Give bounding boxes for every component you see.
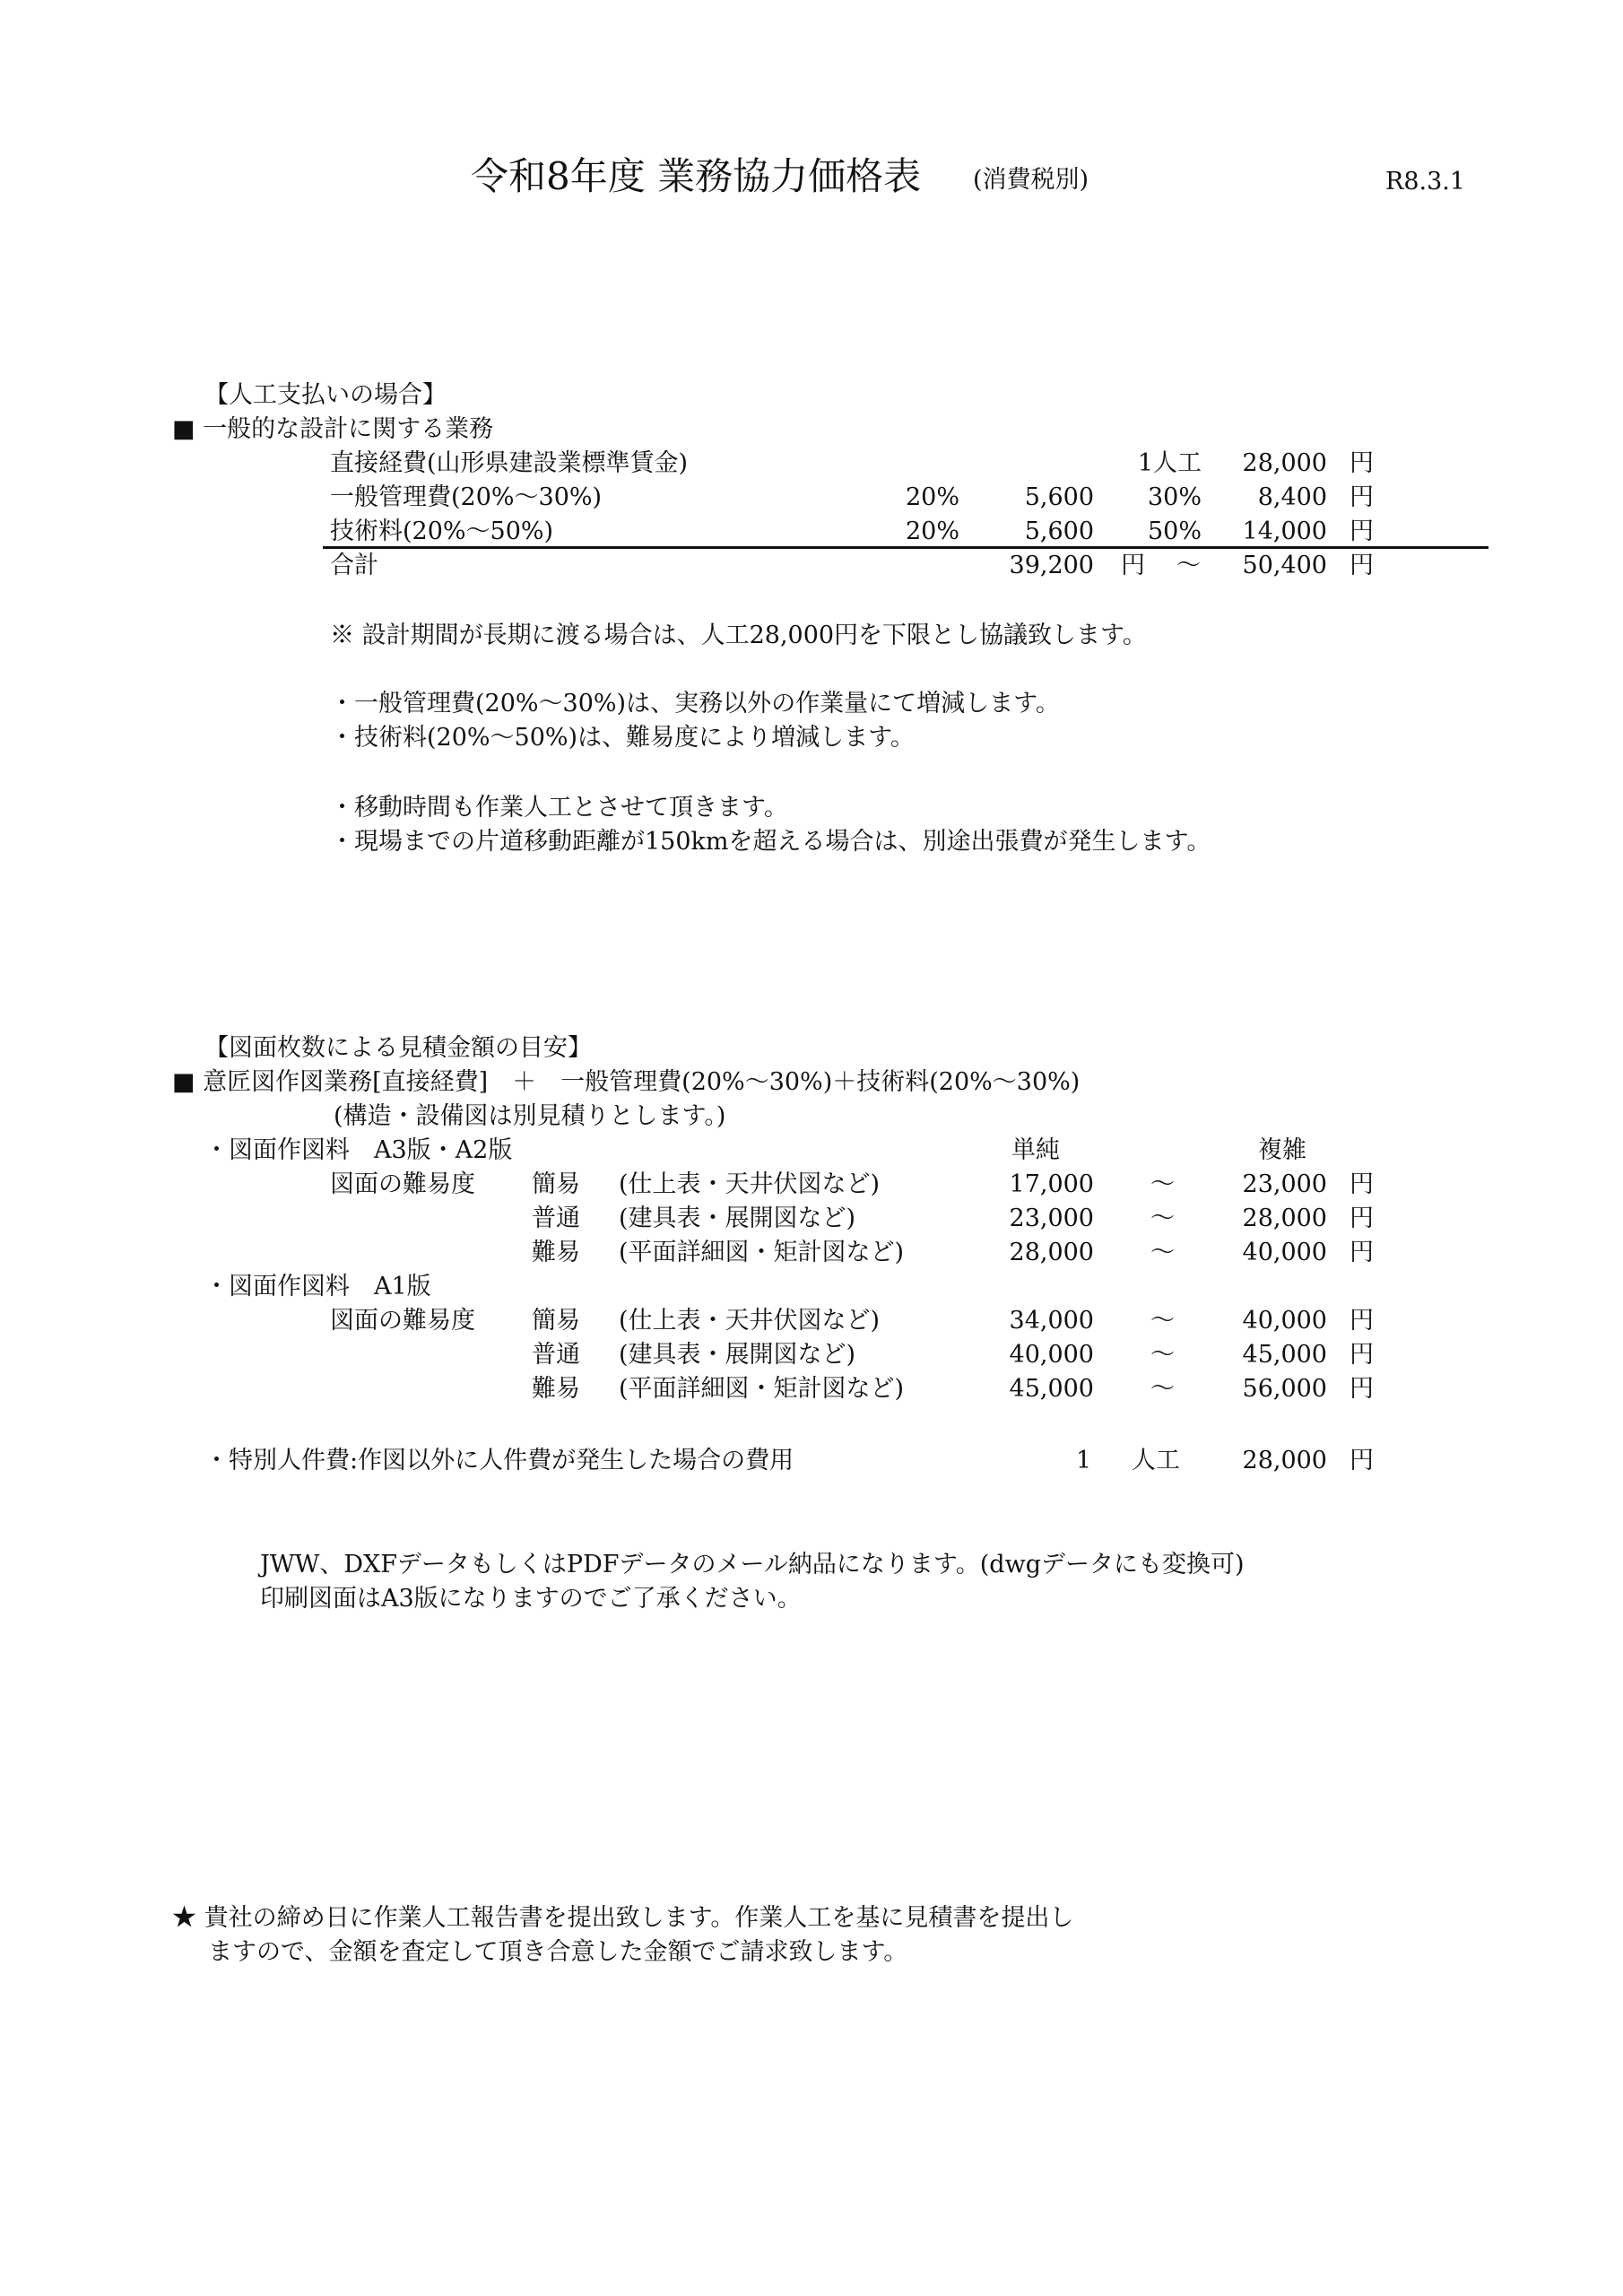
yen-unit: 円 [1350, 449, 1374, 477]
section-heading-drawing-estimate: 【図面枚数による見積金額の目安】 [204, 1034, 592, 1062]
low-pct: 20% [906, 483, 960, 511]
group-title: ・図面作図料 A1版 [204, 1273, 431, 1300]
level: 普通 [532, 1205, 580, 1232]
high-amount: 28,000 [1242, 449, 1327, 477]
total-divider [323, 546, 1488, 549]
category-general-design: ■ 一般的な設計に関する業務 [172, 415, 494, 443]
page-title: 令和8年度 業務協力価格表 [471, 154, 922, 198]
row-label: 技術料(20%〜50%) [330, 517, 554, 545]
level: 難易 [532, 1239, 580, 1266]
delivery-note-print: 印刷図面はA3版になりますのでご了承ください。 [260, 1585, 802, 1613]
row-label: 一般管理費(20%〜30%) [330, 483, 603, 511]
column-simple: 単純 [1011, 1136, 1060, 1164]
yen-unit: 円 [1350, 1375, 1374, 1403]
price-high: 45,000 [1242, 1341, 1327, 1369]
total-low: 39,200 [1009, 552, 1094, 579]
yen-unit: 円 [1350, 517, 1374, 545]
price-low: 45,000 [1009, 1375, 1094, 1403]
level: 簡易 [532, 1307, 580, 1335]
high-pct: 1人工 [1137, 449, 1202, 477]
total-label: 合計 [330, 552, 378, 579]
examples: (仕上表・天井伏図など) [619, 1170, 881, 1198]
yen-unit: 円 [1350, 1447, 1374, 1474]
note-admin-fee: ・一般管理費(20%〜30%)は、実務以外の作業量にて増減します。 [330, 690, 1060, 718]
low-pct: 20% [906, 517, 960, 545]
price-high: 23,000 [1242, 1170, 1327, 1198]
delivery-note-format: JWW、DXFデータもしくはPDFデータのメール納品になります。(dwgデータにも変換可) [260, 1551, 1245, 1578]
examples: (仕上表・天井伏図など) [619, 1307, 881, 1335]
note-tech-fee: ・技術料(20%〜50%)は、難易度により増減します。 [330, 724, 915, 752]
billing-note-line1: ★ 貴社の締め日に作業人工報告書を提出致します。作業人工を基に見積書を提出し [172, 1904, 1074, 1932]
total-high: 50,400 [1242, 552, 1327, 579]
special-qty-unit: 人工 [1132, 1447, 1180, 1474]
price-low: 28,000 [1009, 1239, 1094, 1266]
yen-unit: 円 [1350, 483, 1374, 511]
yen-unit: 円 [1350, 1205, 1374, 1232]
yen-unit: 円 [1350, 1170, 1374, 1198]
low-amount: 5,600 [1024, 483, 1094, 511]
document-date: R8.3.1 [1385, 168, 1466, 196]
tilde: 〜 [1150, 1341, 1175, 1369]
level: 簡易 [532, 1170, 580, 1198]
note-travel-distance: ・現場までの片道移動距離が150kmを超える場合は、別途出張費が発生します。 [330, 828, 1211, 856]
difficulty-label: 図面の難易度 [330, 1307, 475, 1335]
row-label: 直接経費(山形県建設業標準賃金) [330, 449, 689, 477]
price-high: 56,000 [1242, 1375, 1327, 1403]
high-pct: 30% [1147, 483, 1202, 511]
price-high: 40,000 [1242, 1239, 1327, 1266]
examples: (平面詳細図・矩計図など) [619, 1375, 905, 1403]
yen-unit: 円 [1350, 1341, 1374, 1369]
yen-unit: 円 [1350, 552, 1374, 579]
tilde: 〜 [1176, 552, 1201, 579]
structure-equipment-note: (構造・設備図は別見積りとします。) [334, 1102, 726, 1130]
section-heading-labor: 【人工支払いの場合】 [204, 381, 447, 409]
yen-unit: 円 [1350, 1239, 1374, 1266]
high-amount: 8,400 [1257, 483, 1327, 511]
price-high: 28,000 [1242, 1205, 1327, 1232]
price-low: 17,000 [1009, 1170, 1094, 1198]
special-amount: 28,000 [1242, 1447, 1327, 1474]
low-amount: 5,600 [1024, 517, 1094, 545]
price-low: 34,000 [1009, 1307, 1094, 1335]
level: 普通 [532, 1341, 580, 1369]
group-title: ・図面作図料 A3版・A2版 [204, 1136, 513, 1164]
tilde: 〜 [1150, 1170, 1175, 1198]
difficulty-label: 図面の難易度 [330, 1170, 475, 1198]
tilde: 〜 [1150, 1205, 1175, 1232]
note-travel-time: ・移動時間も作業人工とさせて頂きます。 [330, 794, 788, 822]
category-design-drawing: ■ 意匠図作図業務[直接経費] ＋ 一般管理費(20%〜30%)＋技術料(20%〜30%) [172, 1068, 1081, 1096]
tilde: 〜 [1150, 1307, 1175, 1335]
special-qty: 1 [1076, 1447, 1092, 1474]
note-long-term: ※ 設計期間が長期に渡る場合は、人工28,000円を下限とし協議致します。 [330, 622, 1147, 649]
tilde: 〜 [1150, 1375, 1175, 1403]
price-low: 23,000 [1009, 1205, 1094, 1232]
billing-note-line2: ますので、金額を査定して頂き合意した金額でご請求致します。 [208, 1938, 908, 1966]
special-label: ・特別人件費:作図以外に人件費が発生した場合の費用 [204, 1447, 794, 1474]
level: 難易 [532, 1375, 580, 1403]
high-amount: 14,000 [1242, 517, 1327, 545]
examples: (平面詳細図・矩計図など) [619, 1239, 905, 1266]
price-low: 40,000 [1009, 1341, 1094, 1369]
examples: (建具表・展開図など) [619, 1205, 856, 1232]
high-pct: 50% [1147, 517, 1202, 545]
price-high: 40,000 [1242, 1307, 1327, 1335]
yen-unit: 円 [1350, 1307, 1374, 1335]
column-complex: 複雑 [1258, 1136, 1306, 1164]
examples: (建具表・展開図など) [619, 1341, 856, 1369]
tilde: 〜 [1150, 1239, 1175, 1266]
tax-note: (消費税別) [973, 166, 1089, 194]
yen-unit: 円 [1121, 552, 1145, 579]
